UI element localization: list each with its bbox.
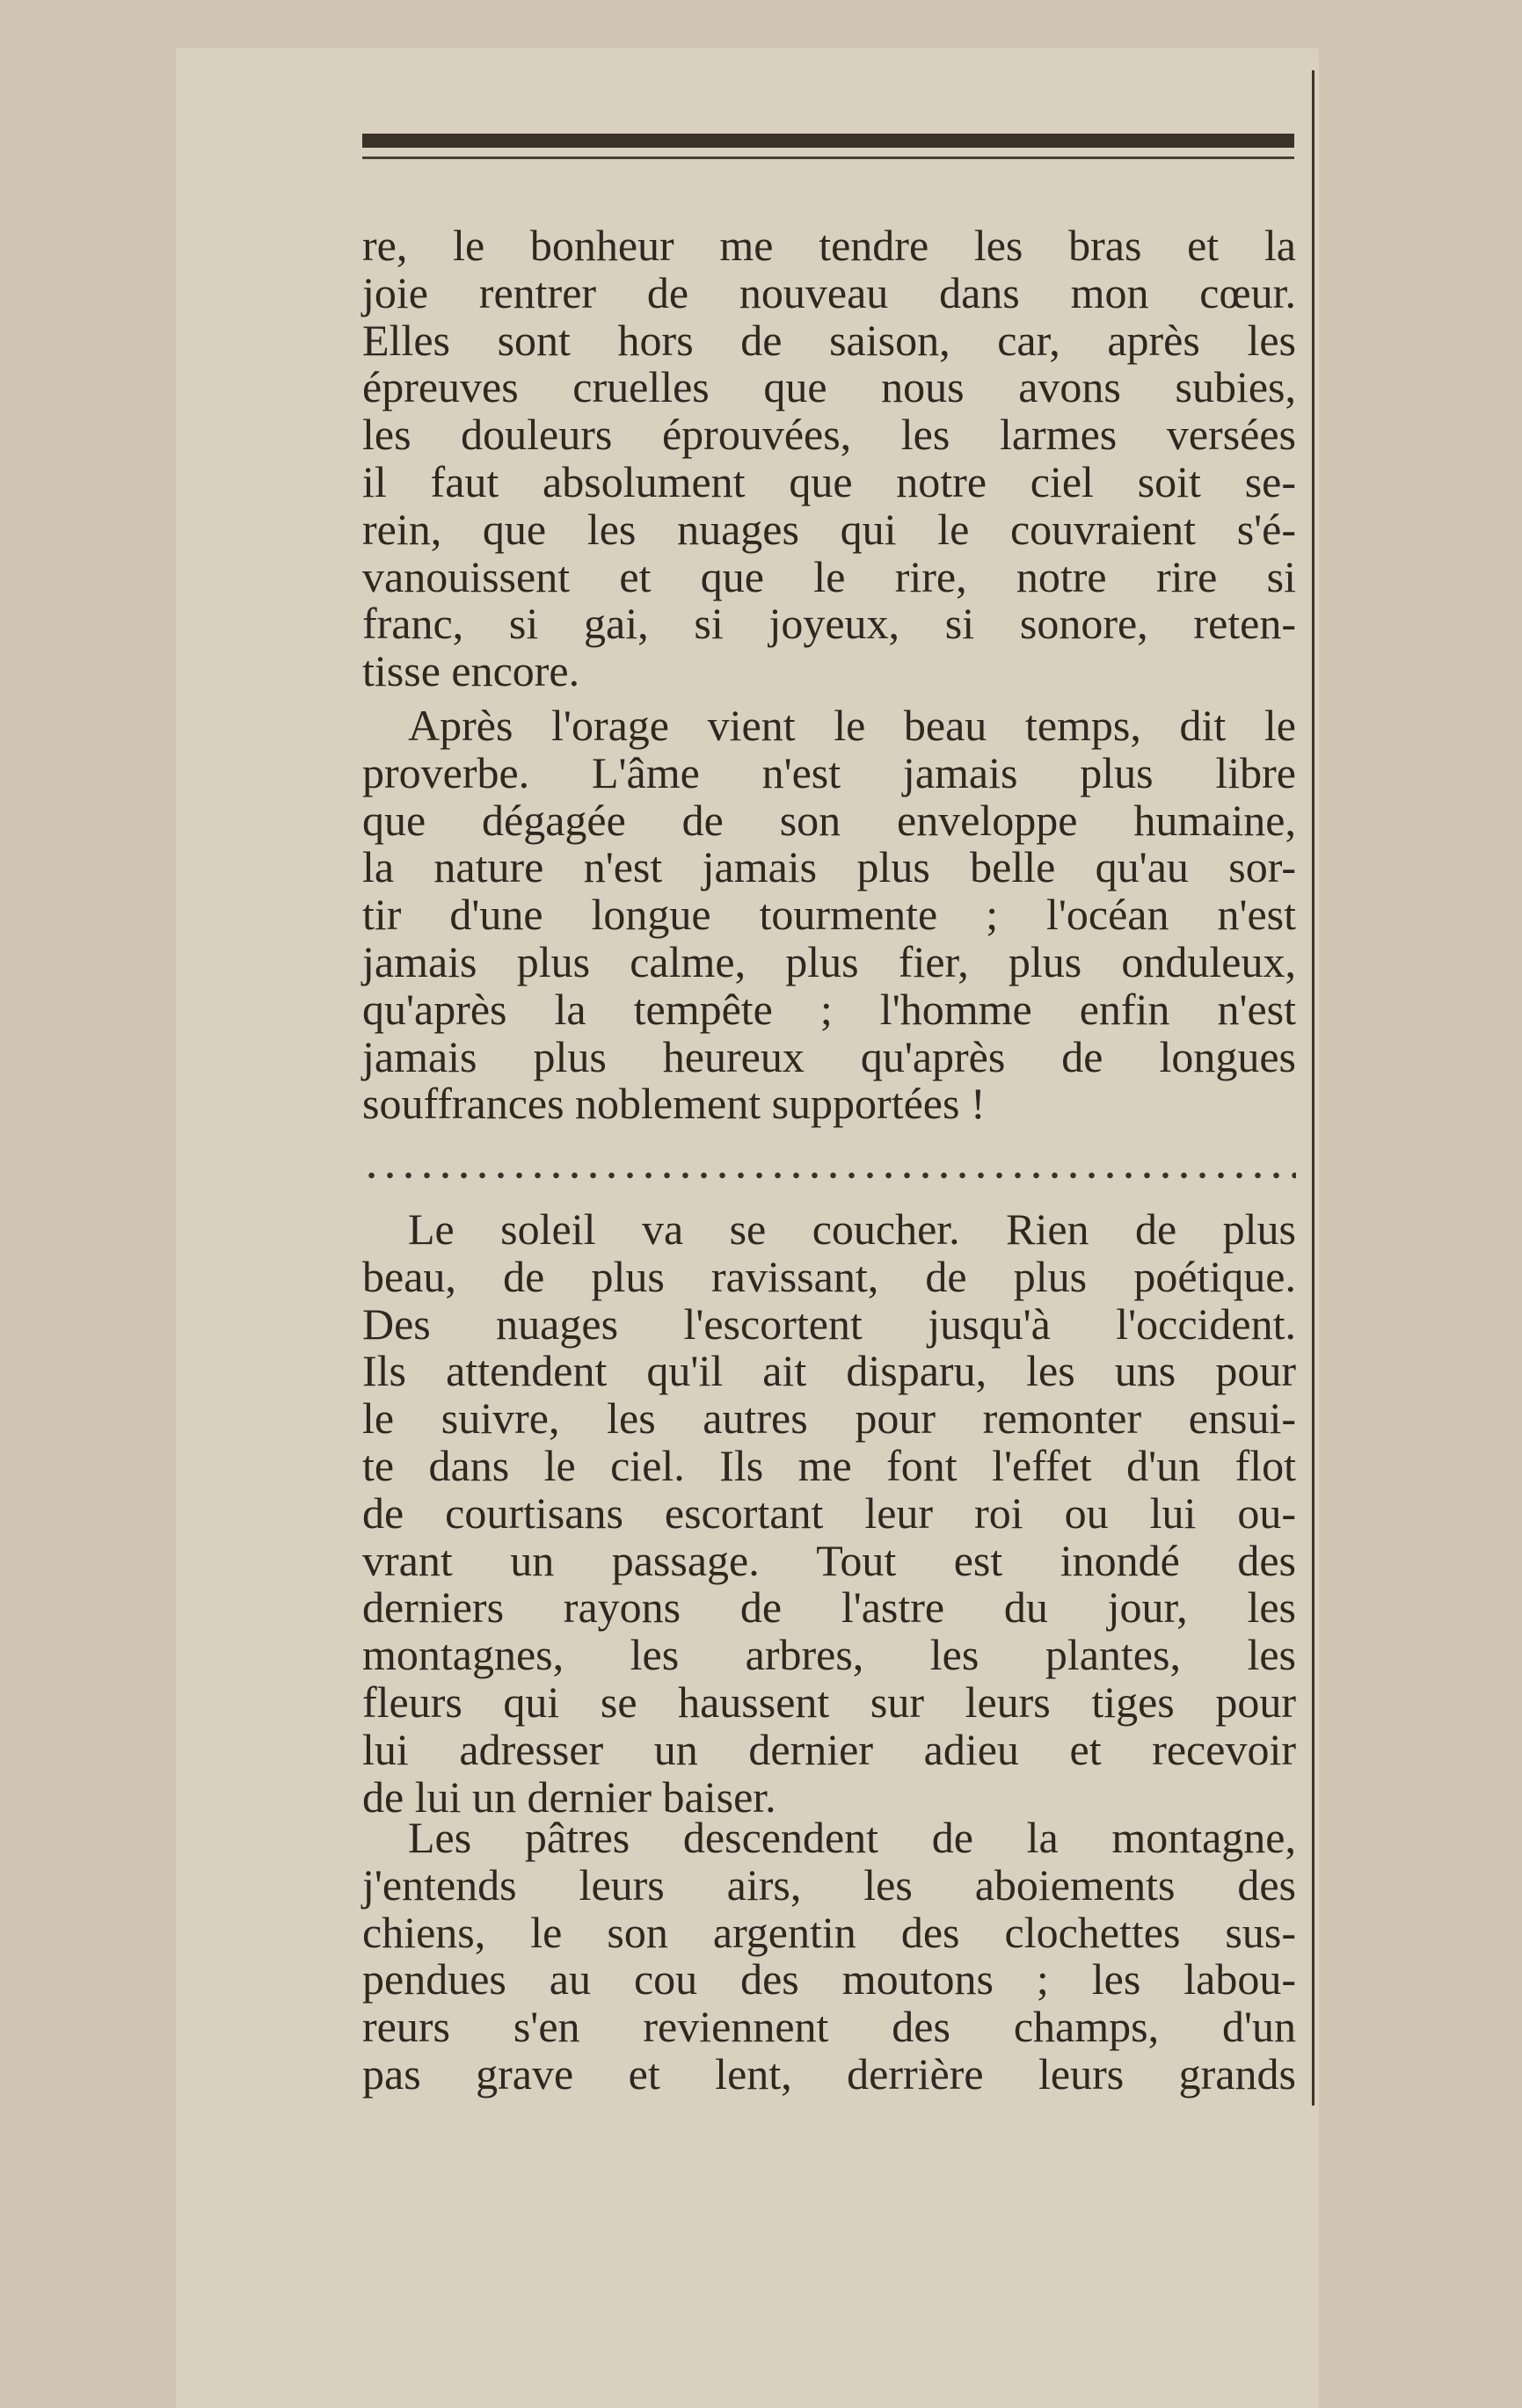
text-line: j'entends leurs airs, les aboiements des: [362, 1859, 1296, 1910]
column-divider: [1312, 70, 1314, 2106]
text-line: tir d'une longue tourmente ; l'océan n'est: [362, 890, 1296, 940]
text-line: derniers rayons de l'astre du jour, les: [362, 1582, 1296, 1633]
text-line: de courtisans escortant leur roi ou lui ou-: [362, 1488, 1296, 1538]
text-line: reurs s'en reviennent des champs, d'un: [362, 2002, 1296, 2052]
text-line: vanouissent et que le rire, notre rire si: [362, 551, 1296, 601]
text-line: jamais plus heureux qu'après de longues: [362, 1031, 1296, 1081]
text-line: chiens, le son argentin des clochettes sus-: [362, 1907, 1296, 1957]
text-line: souffrances noblement supportées !: [362, 1079, 986, 1129]
text-line: jamais plus calme, plus fier, plus onduleux,: [362, 936, 1296, 986]
text-line: lui adresser un dernier adieu et recevoir: [362, 1724, 1296, 1774]
text-line: les douleurs éprouvées, les larmes versées: [362, 410, 1296, 460]
text-line: rein, que les nuages qui le couvraient s'é-: [362, 504, 1296, 554]
text-line: Après l'orage vient le beau temps, dit le: [408, 701, 1296, 750]
text-line: pas grave et lent, derrière leurs grands: [362, 2048, 1296, 2099]
text-line: il faut absolument que notre ciel soit se-: [362, 456, 1296, 506]
text-line: le suivre, les autres pour remonter ensui-: [362, 1393, 1296, 1444]
text-line: proverbe. L'âme n'est jamais plus libre: [362, 747, 1296, 797]
text-line: de lui un dernier baiser.: [362, 1771, 776, 1822]
text-line: fleurs qui se haussent sur leurs tiges pour: [362, 1677, 1296, 1727]
header-rule-thin: [362, 156, 1294, 159]
dotted-separator: [362, 1169, 1296, 1182]
text-line: pendues au cou des moutons ; les labou-: [362, 1954, 1296, 2004]
text-line: te dans le ciel. Ils me font l'effet d'un flot: [362, 1440, 1296, 1490]
paragraph-2: [362, 702, 1296, 1128]
text-line: joie rentrer de nouveau dans mon cœur.: [362, 267, 1296, 317]
text-line: la nature n'est jamais plus belle qu'au sor-: [362, 842, 1296, 892]
paragraph-3: [362, 1206, 1296, 1821]
header-rule-thick: [362, 134, 1294, 148]
text-line: franc, si gai, si joyeux, si sonore, reten-: [362, 599, 1296, 649]
text-line: montagnes, les arbres, les plantes, les: [362, 1630, 1296, 1680]
text-line: Les pâtres descendent de la montagne,: [408, 1813, 1296, 1862]
paragraph-4: [362, 1815, 1296, 2099]
text-line: re, le bonheur me tendre les bras et la: [362, 221, 1296, 270]
text-line: tisse encore.: [362, 646, 580, 696]
text-line: épreuves cruelles que nous avons subies,: [362, 362, 1296, 412]
text-line: vrant un passage. Tout est inondé des: [362, 1535, 1296, 1585]
text-line: Le soleil va se coucher. Rien de plus: [408, 1204, 1296, 1254]
paragraph-1: [362, 222, 1296, 695]
text-line: qu'après la tempête ; l'homme enfin n'est: [362, 984, 1296, 1034]
text-line: Elles sont hors de saison, car, après les: [362, 315, 1296, 365]
text-line: Des nuages l'escortent jusqu'à l'occident.: [362, 1299, 1296, 1349]
text-line: que dégagée de son enveloppe humaine,: [362, 795, 1296, 845]
text-line: Ils attendent qu'il ait disparu, les uns pour: [362, 1346, 1296, 1396]
text-line: beau, de plus ravissant, de plus poétique.: [362, 1251, 1296, 1301]
